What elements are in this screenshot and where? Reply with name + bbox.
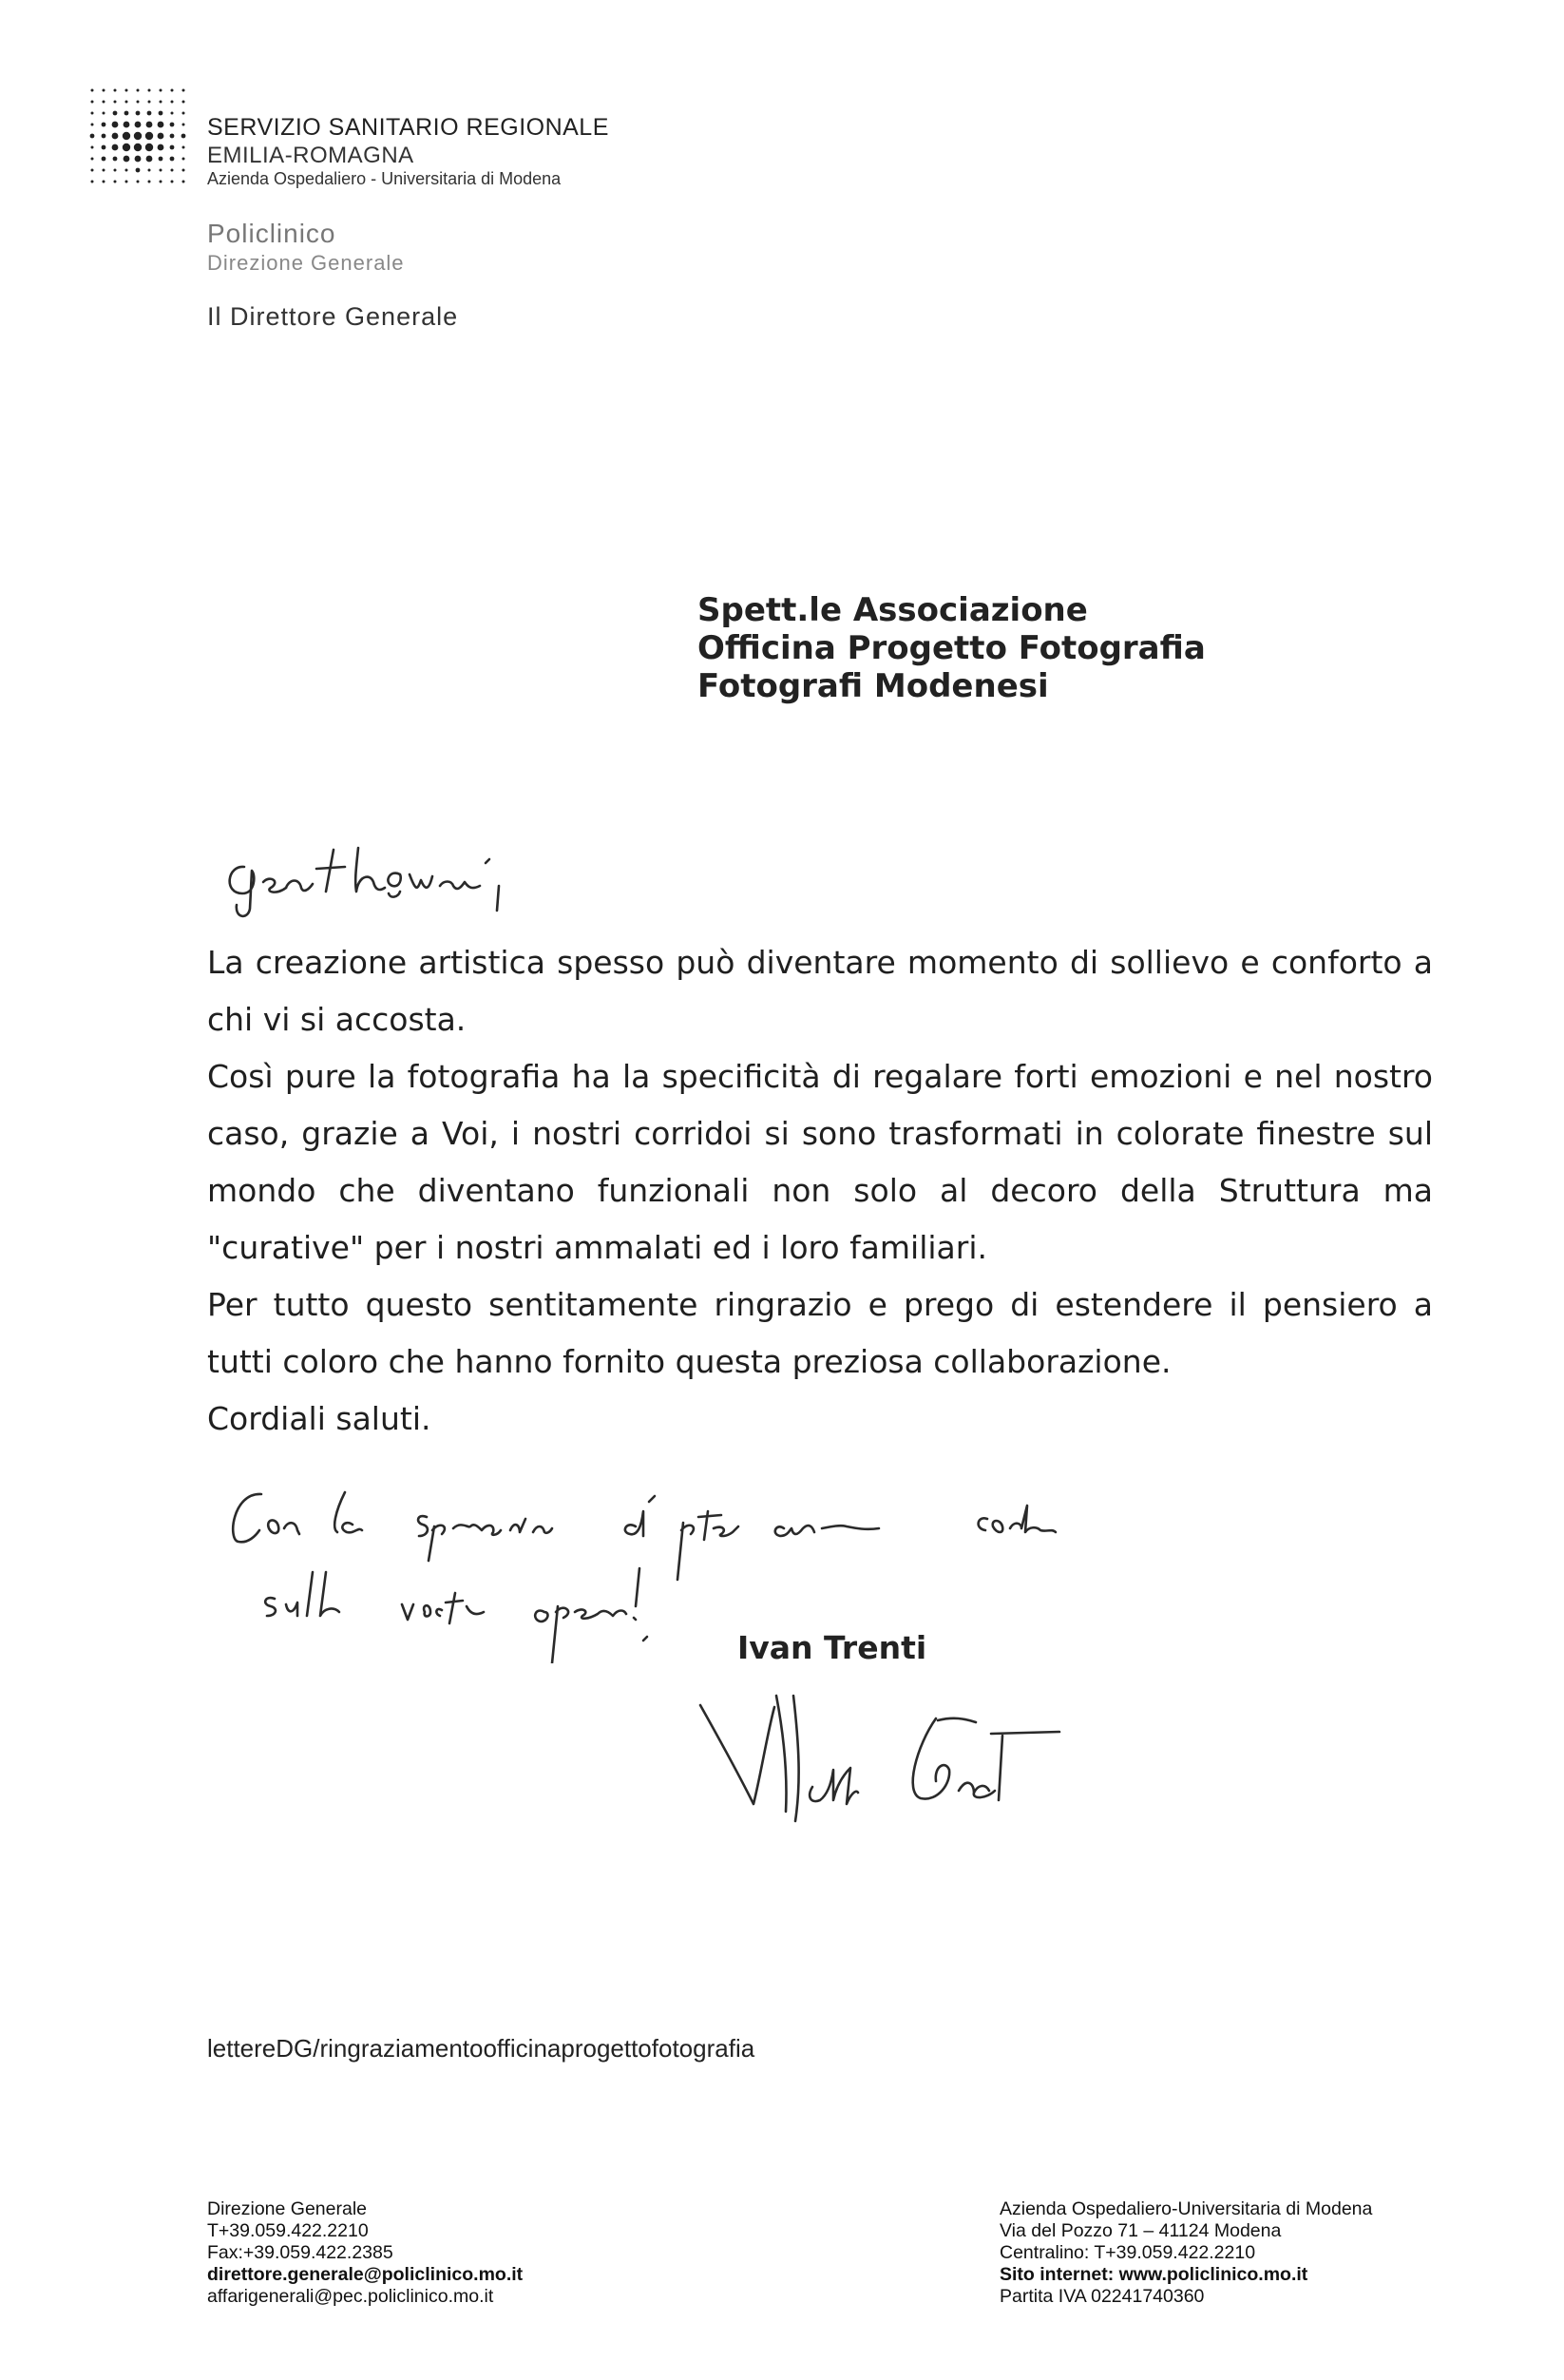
body-p1-line2: chi vi si accosta. [207,1001,467,1038]
footer-left [207,2198,523,2308]
recipient-line1: Spett.le Associazione [697,591,1088,629]
body-p2-line3: mondo che diventano funzionali non solo al decoro della Struttura ma [207,1172,1433,1209]
footer-tel: T+39.059.422.2210 [207,2220,369,2241]
signer-name: Ivan Trenti [737,1629,927,1666]
department-name: Direzione Generale [207,251,405,275]
footer-email-link[interactable]: direttore.generale@policlinico.mo.it [207,2264,524,2285]
footer-pec-link[interactable]: affarigenerali@pec.policlinico.mo.it [207,2286,494,2307]
footer-org: Azienda Ospedaliero-Universitaria di Modena [1000,2198,1373,2219]
footer-fax: Fax:+39.059.422.2385 [207,2242,393,2263]
body-p2-line4: "curative" per i nostri ammalati ed i loro familiari. [207,1229,988,1266]
handwritten-salutation [214,829,594,924]
letterhead-line1: SERVIZIO SANITARIO REGIONALE [207,114,609,141]
footer-right [1000,2198,1372,2308]
recipient-line2: Officina Progetto Fotografia [697,629,1206,667]
footer-dept: Direzione Generale [207,2198,368,2219]
sender-title: Il Direttore Generale [207,302,459,331]
ssr-logo-icon [86,84,190,188]
body-p3-line2: tutti coloro che hanno fornito questa preziosa collaborazione. [207,1343,1172,1380]
handwritten-signature [689,1679,1126,1831]
body-p2-line1: Così pure la fotografia ha la specificità di regalare forti emozioni e nel nostro [207,1058,1433,1095]
footer-phone: Centralino: T+39.059.422.2210 [1000,2242,1256,2263]
body-p1-line1: La creazione artistica spesso può diventare momento di sollievo e conforto a [207,944,1433,981]
footer-website-link[interactable]: Sito internet: www.policlinico.mo.it [1000,2264,1308,2285]
body-p2-line2: caso, grazie a Voi, i nostri corridoi si sono trasformati in colorate finestre sul [207,1115,1433,1152]
recipient-line3: Fotografi Modenesi [697,667,1049,705]
body-closing: Cordiali saluti. [207,1400,431,1437]
body-p3-line1: Per tutto questo sentitamente ringrazio e prego di estendere il pensiero a [207,1286,1433,1323]
letterhead-line2: EMILIA-ROMAGNA [207,143,414,168]
footer-vat: Partita IVA 02241740360 [1000,2286,1205,2307]
letterhead-line3: Azienda Ospedaliero - Universitaria di Modena [207,169,562,188]
footer-address: Via del Pozzo 71 – 41124 Modena [1000,2220,1282,2241]
document-reference: lettereDG/ringraziamentoofficinaprogettofotografia [207,2034,755,2063]
office-name: Policlinico [207,219,336,248]
